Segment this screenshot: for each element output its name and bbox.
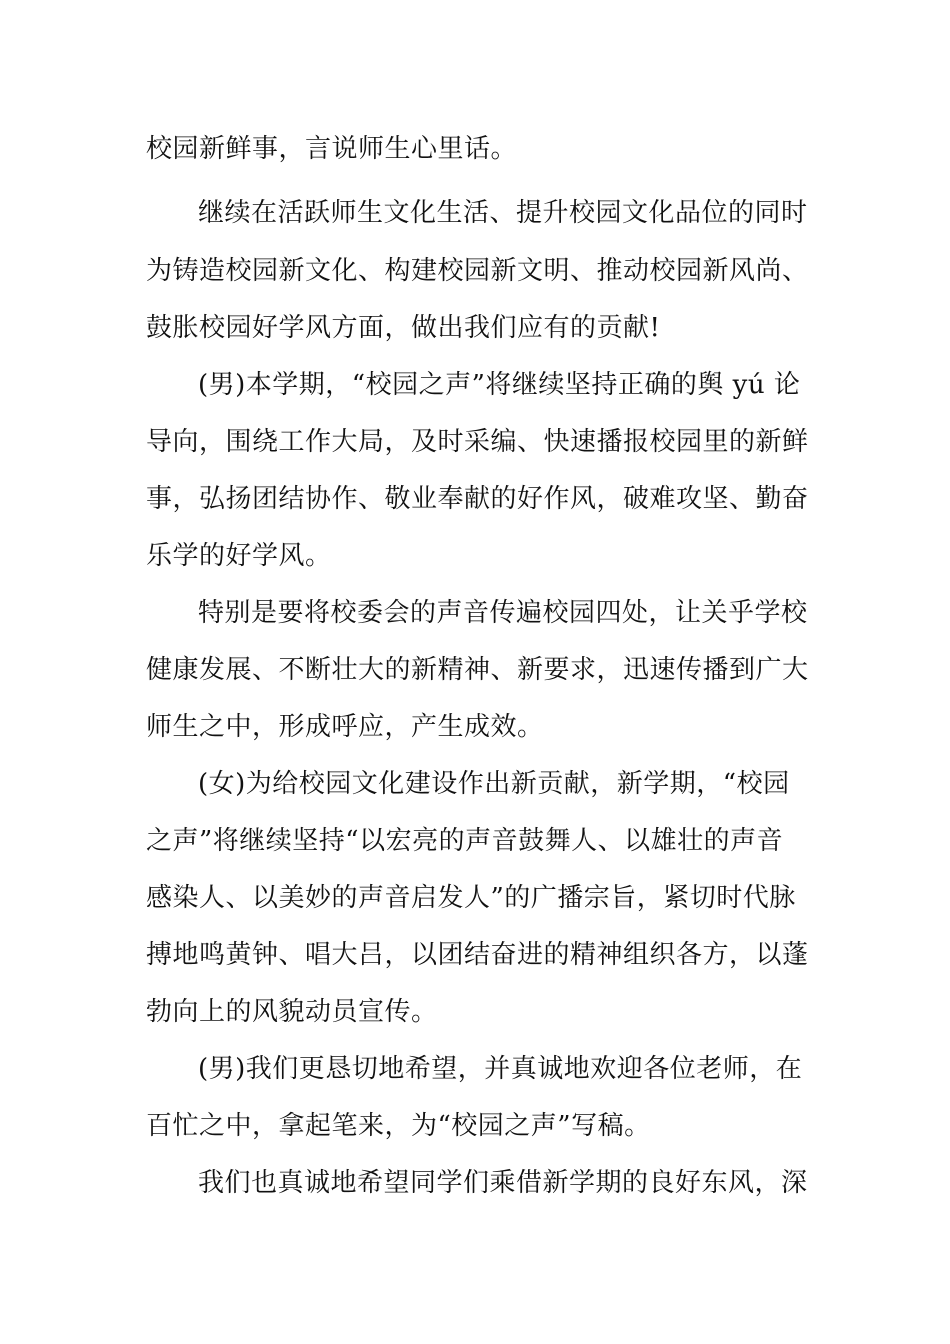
text-line: 乐学的好学风。	[146, 541, 332, 571]
text-line: 导向，围绕工作大局，及时采编、快速播报校园里的新鲜	[146, 427, 809, 457]
text-line: 之声”将继续坚持“以宏亮的声音鼓舞人、以雄壮的声音	[146, 826, 784, 856]
text-line: 感染人、以美妙的声音启发人”的广播宗旨，紧切时代脉	[146, 883, 796, 913]
text-line: 为铸造校园新文化、构建校园新文明、推动校园新风尚、	[146, 256, 809, 286]
paragraph-first-line: 我们也真诚地希望同学们乘借新学期的良好东风，深	[198, 1168, 808, 1198]
text-line: 鼓胀校园好学风方面，做出我们应有的贡献!	[146, 313, 661, 343]
text-line: 搏地鸣黄钟、唱大吕，以团结奋进的精神组织各方，以蓬	[146, 940, 809, 970]
text-line: 健康发展、不断壮大的新精神、新要求，迅速传播到广大	[146, 655, 809, 685]
paragraph-first-line: (男)我们更恳切地希望，并真诚地欢迎各位老师，在	[198, 1054, 803, 1084]
text-line: 事，弘扬团结协作、敬业奉献的好作风，破难攻坚、勤奋	[146, 484, 809, 514]
paragraph-first-line: (男)本学期，“校园之声”将继续坚持正确的舆 yú 论	[198, 370, 801, 400]
paragraph-first-line: 继续在活跃师生文化生活、提升校园文化品位的同时	[198, 198, 808, 228]
paragraph-first-line: (女)为给校园文化建设作出新贡献，新学期，“校园	[198, 769, 790, 799]
text-line: 校园新鲜事，言说师生心里话。	[146, 134, 518, 164]
paragraph-first-line: 特别是要将校委会的声音传遍校园四处，让关乎学校	[198, 598, 808, 628]
text-line: 勃向上的风貌动员宣传。	[146, 997, 438, 1027]
text-line: 百忙之中，拿起笔来，为“校园之声”写稿。	[146, 1111, 651, 1141]
text-line: 师生之中，形成呼应，产生成效。	[146, 712, 544, 742]
